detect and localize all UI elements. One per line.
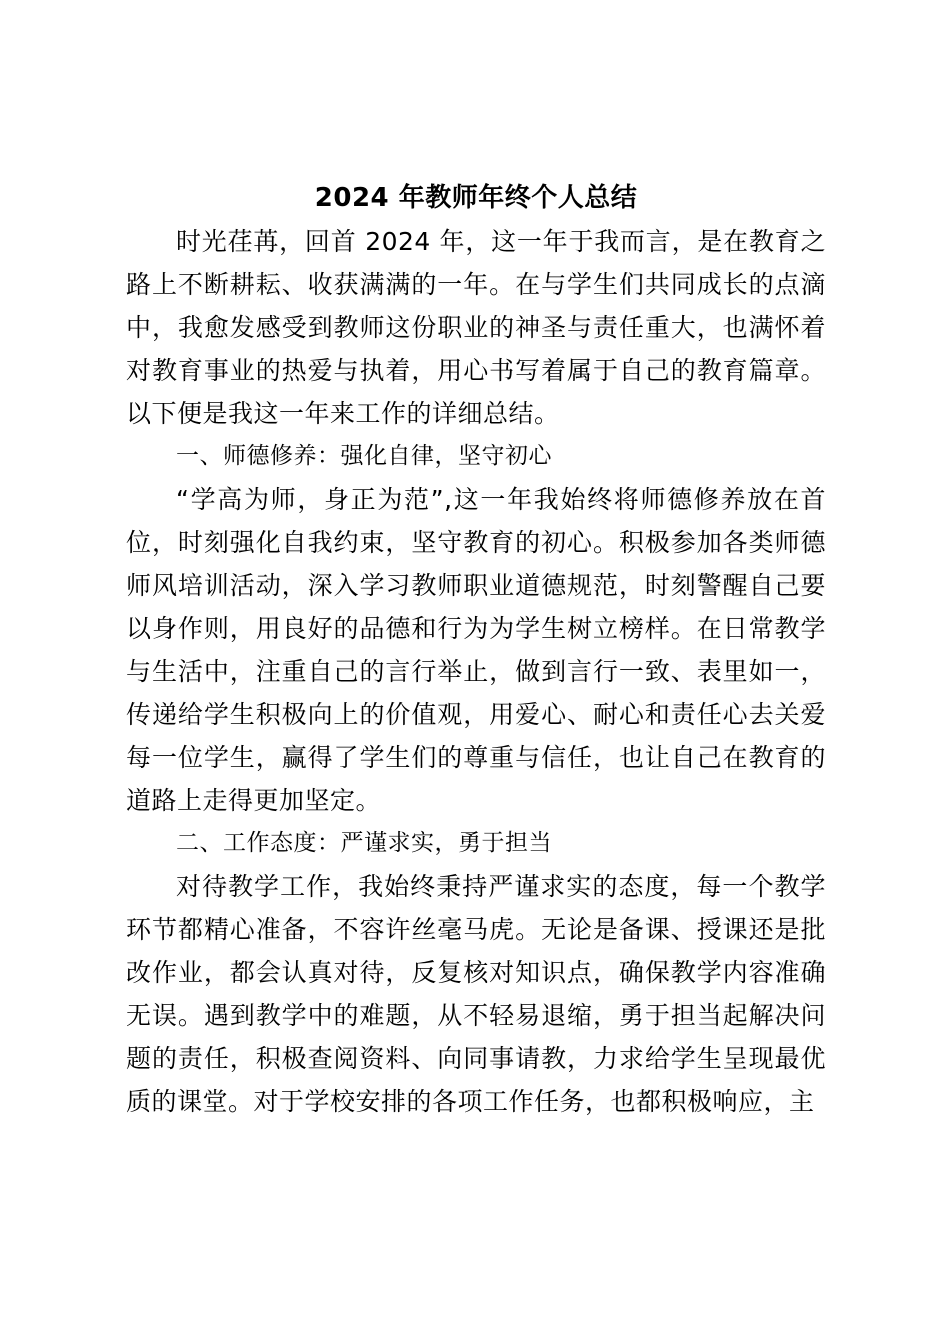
section-heading-ethics: 一、师德修养：强化自律，坚守初心 bbox=[176, 443, 552, 469]
intro-paragraph: 时光荏苒，回首 2024 年，这一年于我而言，是在教育之路上不断耕耘、收获满满的一年。在与学生们共同成长的点滴中，我愈发感受到教师这份职业的神圣与责任重大，也满怀着对教育事业的热爱与执着，用心书写着属于自己的教育篇章。以下便是我这一年来工作的详细总结。 bbox=[126, 227, 826, 428]
document-body bbox=[126, 176, 826, 1123]
section-body-ethics: “学高为师，身正为范”,这一年我始终将师德修养放在首位，时刻强化自我约束，坚守教育的初心。积极参加各类师德师风培训活动，深入学习教师职业道德规范，时刻警醒自己要以身作则，用良好的品德和行为为学生树立榜样。在日常教学与生活中，注重自己的言行举止，做到言行一致、表里如一，传递给学生积极向上的价值观，用爱心、耐心和责任心去关爱每一位学生，赢得了学生们的尊重与信任，也让自己在教育的道路上走得更加坚定。 bbox=[126, 485, 826, 815]
section-heading-attitude: 二、工作态度：严谨求实，勇于担当 bbox=[176, 830, 552, 856]
section-body-attitude: 对待教学工作，我始终秉持严谨求实的态度，每一个教学环节都精心准备，不容许丝毫马虎。无论是备课、授课还是批改作业，都会认真对待，反复核对知识点，确保教学内容准确无误。遇到教学中的难题，从不轻易退缩，勇于担当起解决问题的责任，积极查阅资料、向同事请教，力求给学生呈现最优质的课堂。对于学校安排的各项工作任务，也都积极响应，主 bbox=[126, 872, 826, 1116]
document-title: 2024 年教师年终个人总结 bbox=[314, 183, 638, 213]
